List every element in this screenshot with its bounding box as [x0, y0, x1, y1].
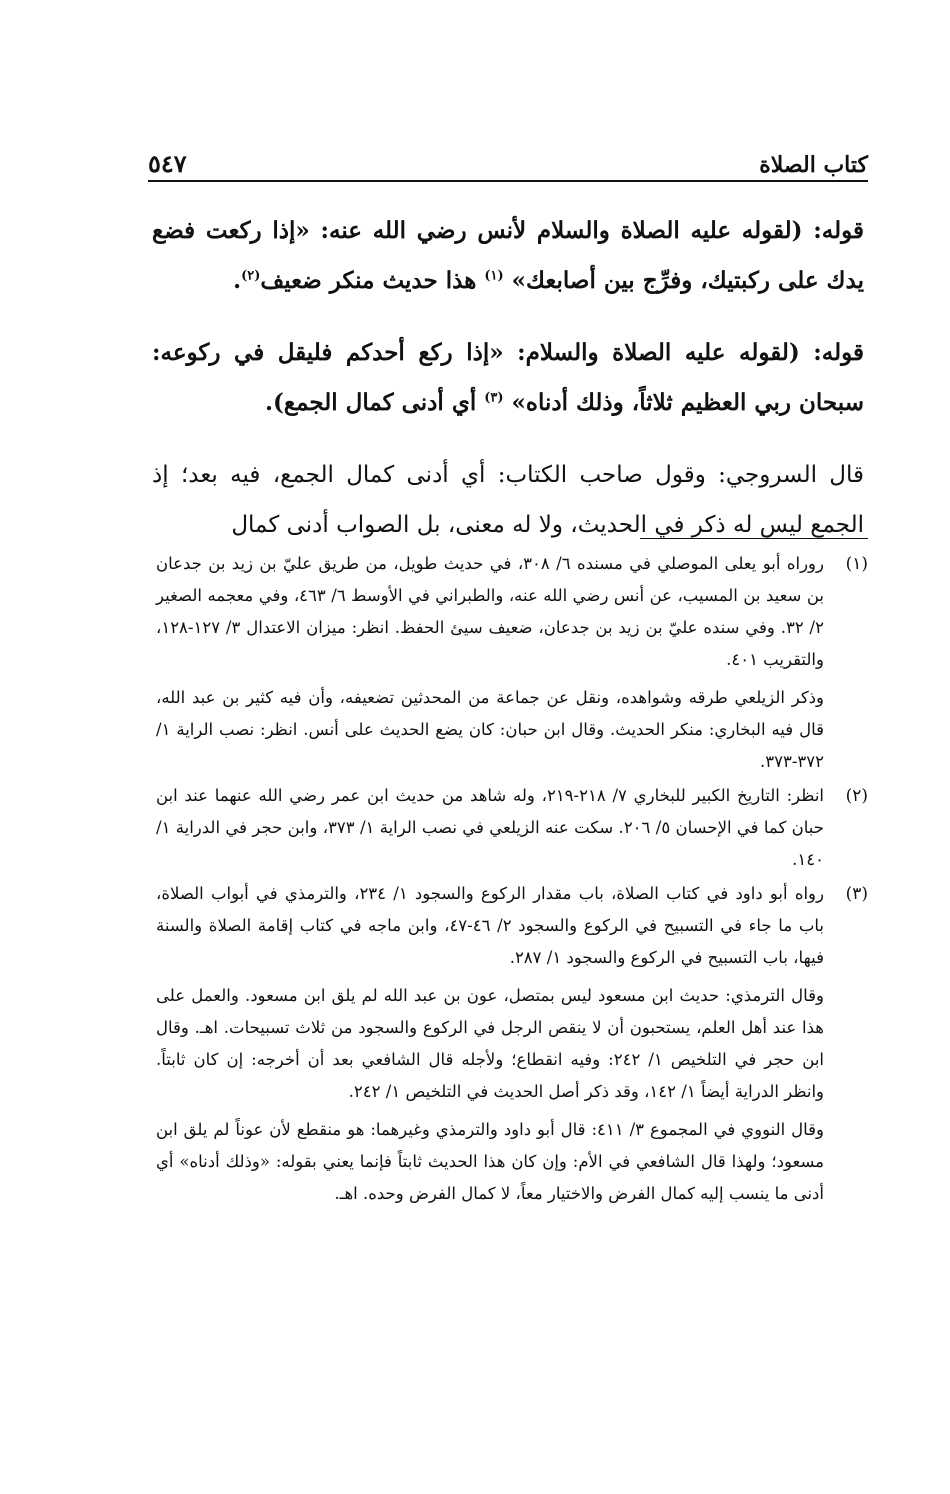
footnote-3 [156, 878, 868, 1210]
footnote-number: (٢) [845, 786, 868, 806]
main-text [152, 206, 864, 550]
footnote-number: (١) [845, 554, 868, 574]
page-number: ٥٤٧ [148, 149, 187, 178]
footnote-ref-1[interactable]: (١) [484, 268, 504, 284]
footnote-separator [640, 538, 868, 539]
footnote-paragraph: انظر: التاريخ الكبير للبخاري ٧/ ٢١٨-٢١٩، وله شاهد من حديث ابن عمر رضي الله عنهما عند ابن حبان كما في الإحسان ٥/ ٢٠٦. سكت عنه الزيلعي في نصب الراية ١/ ٣٧٣، وابن حجر في الدراية ١/ ١٤٠. [156, 786, 824, 869]
footnote-paragraph: وقال الترمذي: حديث ابن مسعود ليس بمتصل، عون بن عبد الله لم يلق ابن مسعود. والعمل على هذا عند أهل العلم، يستحبون أن لا ينقص الرجل في الركوع والسجود من ثلاث تسبيحات. اهـ. وقال ابن حجر في التلخيص ١/ ٢٤٢: وفيه انقطاع؛ ولأجله قال الشافعي بعد أن أخرجه: إن كان ثابتاً. وانظر الدراية أيضاً ١/ ١٤٢، وقد ذكر أصل الحديث في التلخيص ١/ ٢٤٢. [156, 986, 824, 1101]
footnote-paragraph: روراه أبو يعلى الموصلي في مسنده ٦/ ٣٠٨، في حديث طويل، من طريق عليّ بن زيد بن جدعان بن سعيد بن المسيب، عن أنس رضي الله عنه، والطبراني في الأوسط ٦/ ٤٦٣، وفي معجمه الصغير ٢/ ٣٢. وفي سنده عليّ بن زيد بن جدعان، ضعيف سيئ الحفظ. انظر: ميزان الاعتدال ٣/ ١٢٧-١٢٨، والتقريب ٤٠١. [156, 554, 825, 669]
running-header [148, 138, 868, 178]
footnote-number: (٣) [845, 884, 868, 904]
footnote-2 [156, 780, 868, 876]
main-paragraph-2: قوله: (لقوله عليه الصلاة والسلام: «إذا ركع أحدكم فليقل في ركوعه: سبحان ربي العظيم ثلاثاً، وذلك أدناه» $^{(٣)}$ أي أدنى كمال الجمع). [152, 339, 864, 416]
footnote-ref-2[interactable]: (٢) [241, 268, 261, 284]
book-title: كتاب الصلاة [759, 152, 868, 178]
header-rule [148, 180, 868, 182]
footnote-ref-3[interactable]: (٣) [484, 390, 504, 406]
footnotes [156, 548, 868, 1212]
footnote-paragraph: رواه أبو داود في كتاب الصلاة، باب مقدار الركوع والسجود ١/ ٢٣٤، والترمذي في أبواب الصلاة، باب ما جاء في التسبيح في الركوع والسجود ٢/ ٤٦-٤٧، وابن ماجه في كتاب إقامة الصلاة والسنة فيها، باب التسبيح في الركوع والسجود ١/ ٢٨٧. [156, 884, 824, 967]
footnote-paragraph: وذكر الزيلعي طرقه وشواهده، ونقل عن جماعة من المحدثين تضعيفه، وأن فيه كثير بن عبد الله، قال فيه البخاري: منكر الحديث. وقال ابن حبان: كان يضع الحديث على أنس. انظر: نصب الراية ١/ ٣٧٢-٣٧٣. [156, 688, 824, 771]
footnote-1 [156, 548, 868, 778]
main-paragraph-3: قال السروجي: وقول صاحب الكتاب: أي أدنى كمال الجمع، فيه بعد؛ إذ الجمع ليس له ذكر في الحديث، ولا له معنى، بل الصواب أدنى كمال [152, 462, 864, 538]
footnote-paragraph: وقال النووي في المجموع ٣/ ٤١١: قال أبو داود والترمذي وغيرهما: هو منقطع لأن عوناً لم يلق ابن مسعود؛ ولهذا قال الشافعي في الأم: وإن كان هذا الحديث ثابتاً فإنما يعني بقوله: «وذلك أدناه» أي أدنى ما ينسب إليه كمال الفرض والاختيار معاً، لا كمال الفرض وحده. اهـ. [156, 1120, 824, 1203]
main-paragraph-1: قوله: (لقوله عليه الصلاة والسلام لأنس رضي الله عنه: «إذا ركعت فضع يدك على ركبتيك، وفرِّج بين أصابعك» $^{(١)}$ هذا حديث منكر ضعيف$^{(٢)}$. [152, 217, 864, 294]
